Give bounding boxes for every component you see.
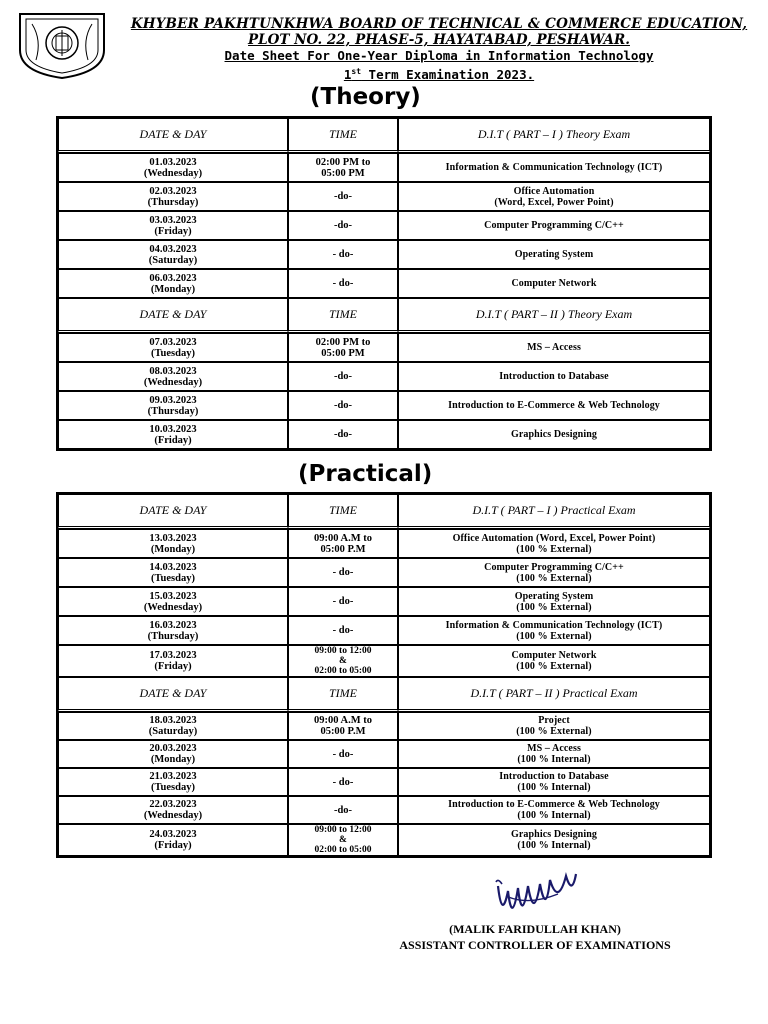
exam-subject: (100 % External) xyxy=(516,661,592,672)
exam-date: 09.03.2023 xyxy=(149,394,197,406)
exam-date: 10.03.2023 xyxy=(149,423,197,435)
exam-subject: (100 % Internal) xyxy=(517,810,591,821)
date-cell xyxy=(58,712,288,740)
subject-cell xyxy=(398,558,710,587)
exam-header: D.I.T ( PART – I ) Theory Exam xyxy=(398,118,710,153)
exam-time: - do- xyxy=(332,278,354,289)
table-row xyxy=(58,796,710,824)
exam-subject: (100 % External) xyxy=(516,630,592,642)
theory-section-title: (Theory) xyxy=(310,84,421,110)
exam-subject: Introduction to E-Commerce & Web Technology xyxy=(448,799,660,810)
table-row xyxy=(58,616,710,645)
exam-day: (Tuesday) xyxy=(151,782,195,793)
time-cell xyxy=(288,558,398,587)
exam-date: 21.03.2023 xyxy=(149,771,197,782)
exam-time: - do- xyxy=(332,249,354,260)
table-row xyxy=(58,712,710,740)
exam-day: (Friday) xyxy=(154,434,192,446)
exam-date: 14.03.2023 xyxy=(149,561,197,573)
table-row xyxy=(58,362,710,391)
table-header-row xyxy=(58,494,710,529)
date-cell xyxy=(58,240,288,269)
exam-day: (Friday) xyxy=(154,840,192,851)
exam-subject: (100 % External) xyxy=(516,601,592,613)
exam-day: (Saturday) xyxy=(148,726,198,737)
table-row xyxy=(58,211,710,240)
time-cell xyxy=(288,616,398,645)
date-cell xyxy=(58,333,288,362)
exam-subject: Introduction to Database xyxy=(499,371,609,382)
date-cell xyxy=(58,824,288,856)
exam-date: 16.03.2023 xyxy=(149,619,197,631)
exam-subject: Graphics Designing xyxy=(511,829,597,840)
time-header: TIME xyxy=(288,677,398,712)
subject-cell xyxy=(398,420,710,449)
exam-subject: (100 % External) xyxy=(516,572,592,584)
table-row xyxy=(58,182,710,211)
time-cell xyxy=(288,768,398,796)
exam-subject: Information & Communication Technology (ICT) xyxy=(445,619,663,631)
time-cell xyxy=(288,153,398,182)
exam-subject: Computer Programming C/C++ xyxy=(484,220,624,231)
exam-header: D.I.T ( PART – II ) Practical Exam xyxy=(398,677,710,712)
exam-day: (Wednesday) xyxy=(143,601,203,613)
date-day-header: DATE & DAY xyxy=(58,494,288,529)
time-cell xyxy=(288,240,398,269)
time-header: TIME xyxy=(288,298,398,333)
exam-time: - do- xyxy=(332,567,354,578)
exam-time: 05:00 P.M xyxy=(320,726,366,737)
exam-time: & xyxy=(339,835,347,845)
exam-day: (Monday) xyxy=(150,754,196,765)
table-row xyxy=(58,420,710,449)
time-cell xyxy=(288,333,398,362)
table-row xyxy=(58,391,710,420)
exam-time: - do- xyxy=(332,596,354,607)
exam-time: 02:00 to 05:00 xyxy=(314,666,372,676)
time-cell xyxy=(288,362,398,391)
exam-day: (Thursday) xyxy=(147,196,199,208)
subject-cell xyxy=(398,824,710,856)
date-cell xyxy=(58,211,288,240)
time-cell xyxy=(288,740,398,768)
table-header-row xyxy=(58,118,710,153)
subject-cell xyxy=(398,362,710,391)
exam-subject: (100 % External) xyxy=(516,726,592,737)
exam-time: -do- xyxy=(333,191,353,202)
table-header-row xyxy=(58,298,710,333)
exam-time: 05:00 PM xyxy=(321,167,365,179)
time-cell xyxy=(288,824,398,856)
exam-term: 1st Term Examination 2023. xyxy=(343,67,535,83)
date-cell xyxy=(58,362,288,391)
exam-date: 18.03.2023 xyxy=(149,715,197,726)
date-cell xyxy=(58,616,288,645)
date-day-header: DATE & DAY xyxy=(58,298,288,333)
exam-time: 02:00 to 05:00 xyxy=(314,845,372,855)
date-cell xyxy=(58,768,288,796)
exam-header: D.I.T ( PART – I ) Practical Exam xyxy=(398,494,710,529)
date-cell xyxy=(58,587,288,616)
exam-subject: Operating System xyxy=(514,590,594,602)
exam-day: (Friday) xyxy=(154,225,192,237)
table-row xyxy=(58,740,710,768)
date-cell xyxy=(58,391,288,420)
exam-subject: (Word, Excel, Power Point) xyxy=(494,196,614,208)
table-row xyxy=(58,768,710,796)
date-sheet-title: Date Sheet For One-Year Diploma in Information Technology xyxy=(224,48,654,63)
table-row xyxy=(58,558,710,587)
time-cell xyxy=(288,587,398,616)
exam-day: (Wednesday) xyxy=(143,810,203,821)
subject-cell xyxy=(398,333,710,362)
subject-cell xyxy=(398,240,710,269)
exam-time: -do- xyxy=(333,400,353,411)
time-cell xyxy=(288,796,398,824)
exam-time: - do- xyxy=(332,748,354,760)
board-logo xyxy=(12,10,112,80)
exam-header: D.I.T ( PART – II ) Theory Exam xyxy=(398,298,710,333)
exam-time: 09:00 A.M to xyxy=(313,532,373,544)
exam-day: (Tuesday) xyxy=(151,347,195,359)
exam-date: 02.03.2023 xyxy=(149,185,197,197)
board-name: KHYBER PAKHTUNKHWA BOARD OF TECHNICAL & COMMERCE EDUCATION, xyxy=(130,16,748,32)
exam-date: 24.03.2023 xyxy=(149,829,197,840)
time-cell xyxy=(288,420,398,449)
exam-subject: Office Automation xyxy=(513,185,595,197)
exam-time: 05:00 PM xyxy=(321,347,365,359)
table-row xyxy=(58,529,710,558)
time-cell xyxy=(288,269,398,298)
signatory-name: (MALIK FARIDULLAH KHAN) xyxy=(449,922,621,936)
date-cell xyxy=(58,558,288,587)
subject-cell xyxy=(398,740,710,768)
exam-time: - do- xyxy=(332,776,354,788)
subject-cell xyxy=(398,211,710,240)
table-row xyxy=(58,333,710,362)
exam-subject: (100 % Internal) xyxy=(517,754,591,765)
date-cell xyxy=(58,420,288,449)
date-cell xyxy=(58,529,288,558)
exam-date: 07.03.2023 xyxy=(149,336,197,348)
exam-time: - do- xyxy=(332,625,354,636)
exam-subject: Information & Communication Technology (ICT) xyxy=(445,162,663,173)
date-cell xyxy=(58,153,288,182)
practical-section-title: (Practical) xyxy=(298,461,433,487)
exam-date: 15.03.2023 xyxy=(149,590,197,602)
exam-date: 22.03.2023 xyxy=(149,799,197,810)
exam-date: 17.03.2023 xyxy=(149,650,197,661)
subject-cell xyxy=(398,391,710,420)
date-cell xyxy=(58,796,288,824)
exam-date: 01.03.2023 xyxy=(149,156,197,168)
table-row xyxy=(58,587,710,616)
exam-date: 04.03.2023 xyxy=(149,243,197,255)
exam-day: (Thursday) xyxy=(147,405,199,417)
exam-day: (Wednesday) xyxy=(143,167,203,179)
exam-time: 05:00 P.M xyxy=(320,543,366,555)
exam-time: -do- xyxy=(333,371,353,382)
table-row xyxy=(58,153,710,182)
table-row xyxy=(58,269,710,298)
subject-cell xyxy=(398,712,710,740)
exam-subject: (100 % Internal) xyxy=(517,782,591,793)
board-address: PLOT NO. 22, PHASE-5, HAYATABAD, PESHAWAR. xyxy=(248,32,630,48)
date-cell xyxy=(58,182,288,211)
exam-subject: Introduction to Database xyxy=(499,771,609,782)
signatory-title: ASSISTANT CONTROLLER OF EXAMINATIONS xyxy=(399,938,671,952)
time-header: TIME xyxy=(288,494,398,529)
exam-date: 08.03.2023 xyxy=(149,365,197,377)
time-cell xyxy=(288,391,398,420)
exam-subject: Graphics Designing xyxy=(511,429,597,440)
theory-table xyxy=(56,116,712,451)
exam-time: 02:00 PM to xyxy=(315,156,371,168)
exam-day: (Monday) xyxy=(150,283,196,295)
subject-cell xyxy=(398,269,710,298)
exam-subject: Computer Network xyxy=(511,278,597,289)
exam-date: 06.03.2023 xyxy=(149,272,197,284)
exam-day: (Monday) xyxy=(150,543,196,555)
date-cell xyxy=(58,269,288,298)
exam-day: (Saturday) xyxy=(148,254,198,266)
time-cell xyxy=(288,645,398,677)
time-cell xyxy=(288,529,398,558)
exam-subject: (100 % External) xyxy=(516,543,592,555)
exam-day: (Thursday) xyxy=(147,630,199,642)
exam-day: (Friday) xyxy=(154,661,192,672)
exam-subject: (100 % Internal) xyxy=(517,840,591,851)
subject-cell xyxy=(398,153,710,182)
exam-subject: Computer Network xyxy=(511,650,597,661)
date-cell xyxy=(58,740,288,768)
table-row xyxy=(58,824,710,856)
date-cell xyxy=(58,645,288,677)
exam-day: (Tuesday) xyxy=(151,572,195,584)
subject-cell xyxy=(398,616,710,645)
exam-subject: MS – Access xyxy=(527,342,581,353)
subject-cell xyxy=(398,587,710,616)
exam-time: & xyxy=(339,656,347,666)
exam-subject: Introduction to E-Commerce & Web Technology xyxy=(448,400,660,411)
table-row xyxy=(58,645,710,677)
exam-subject: Project xyxy=(538,715,570,726)
exam-time: 09:00 to 12:00 xyxy=(314,825,372,835)
practical-table xyxy=(56,492,712,858)
subject-cell xyxy=(398,182,710,211)
exam-date: 13.03.2023 xyxy=(149,532,197,544)
exam-subject: Computer Programming C/C++ xyxy=(484,561,624,573)
exam-time: 02:00 PM to xyxy=(315,336,371,348)
subject-cell xyxy=(398,645,710,677)
time-header: TIME xyxy=(288,118,398,153)
exam-day: (Wednesday) xyxy=(143,376,203,388)
table-row xyxy=(58,240,710,269)
exam-time: -do- xyxy=(333,804,353,816)
exam-date: 20.03.2023 xyxy=(149,743,197,754)
time-cell xyxy=(288,182,398,211)
table-header-row xyxy=(58,677,710,712)
date-day-header: DATE & DAY xyxy=(58,118,288,153)
subject-cell xyxy=(398,768,710,796)
date-day-header: DATE & DAY xyxy=(58,677,288,712)
exam-time: -do- xyxy=(333,429,353,440)
time-cell xyxy=(288,712,398,740)
exam-time: -do- xyxy=(333,220,353,231)
exam-subject: MS – Access xyxy=(527,743,581,754)
subject-cell xyxy=(398,796,710,824)
time-cell xyxy=(288,211,398,240)
subject-cell xyxy=(398,529,710,558)
document-header xyxy=(110,16,768,83)
exam-date: 03.03.2023 xyxy=(149,214,197,226)
exam-time: 09:00 A.M to xyxy=(313,715,373,726)
exam-subject: Operating System xyxy=(514,249,594,260)
exam-time: 09:00 to 12:00 xyxy=(314,646,372,656)
exam-subject: Office Automation (Word, Excel, Power Point) xyxy=(452,532,656,544)
